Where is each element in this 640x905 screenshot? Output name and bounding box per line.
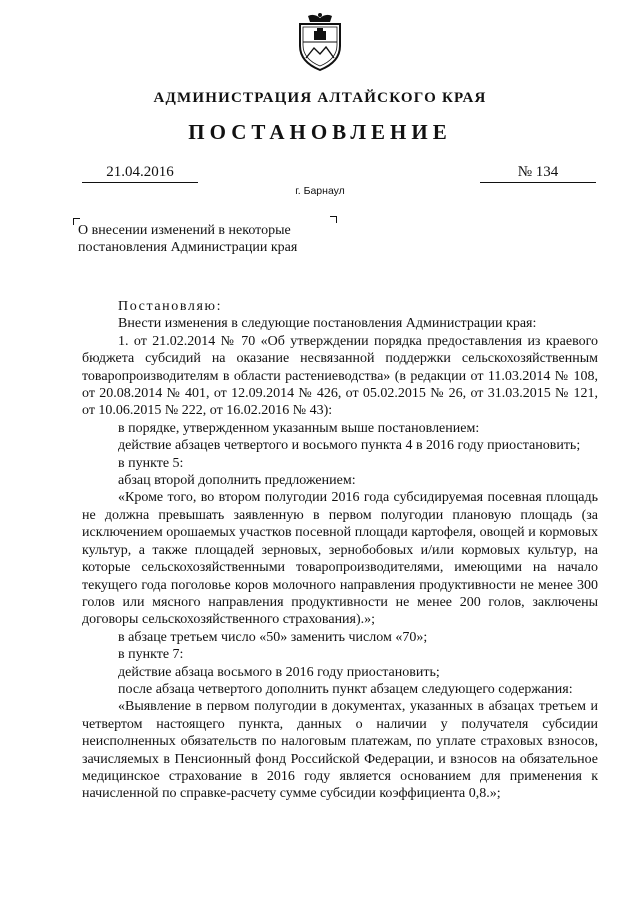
body-paragraph: Внести изменения в следующие постановления Администрации края: [118, 316, 537, 332]
body-paragraph: в абзаце третьем число «50» заменить числом «70»; [118, 629, 428, 645]
body-paragraph: действие абзацев четвертого и восьмого пункта 4 в 2016 году приостановить; [118, 438, 581, 454]
body-paragraph: в пункте 5: [118, 455, 184, 471]
document-city: г. Барнаул [295, 185, 345, 197]
document-date: 21.04.2016 [82, 164, 198, 183]
body-paragraph: абзац второй дополнить предложением: [118, 473, 356, 489]
body-paragraph: 1. от 21.02.2014 № 70 «Об утверждении порядка предоставления из краевого бюджета субсидий на оказание несвязанной поддержки сельскохозяйственным товаропроизводителям в области растениеводства» (в редакции от 11.03.2014 № 108, от 20.08.2014 № 401, от 12.09.2014 № 426, от 05.02.2015 № 26, от 31.03.2015 № 121, от 10.06.2015 № 222, от 16.02.2016 № 43): [82, 333, 598, 419]
body-paragraph: «Кроме того, во втором полугодии 2016 года субсидируемая посевная площадь не должна превышать заявленную в первом полугодии плановую площадь (за исключением орошаемых участков посевной площади картофеля, овощей и кормовых культур, а также площадей зерновых, зернобобовых и/или кормовых культур, на которые сельскохозяйственными товаропроизводителями, имеющими на начало текущего года поголовье коров молочного направления продуктивности не менее 300 голов или мясного направления продуктивности не менее 200 голов, заключены договоры сельскохозяйственного страхования).»; [82, 490, 598, 628]
document-body [82, 298, 598, 803]
organization-title: АДМИНИСТРАЦИЯ АЛТАЙСКОГО КРАЯ [153, 90, 487, 106]
body-paragraph: после абзаца четвертого дополнить пункт абзацем следующего содержания: [118, 681, 573, 697]
document-type-title: ПОСТАНОВЛЕНИЕ [188, 120, 452, 144]
body-paragraph: в порядке, утвержденном указанным выше постановлением: [118, 420, 480, 436]
resolution-heading: Постановляю: [118, 299, 223, 314]
document-subject: О внесении изменений в некоторые постановления Администрации края [78, 223, 298, 255]
altai-krai-coat-of-arms-icon [294, 12, 346, 72]
body-paragraph: действие абзаца восьмого в 2016 году приостановить; [118, 664, 440, 680]
body-paragraph: «Выявление в первом полугодии в документах, указанных в абзацах третьем и четвертом настоящего пункта, данных о наличии у получателя субсидии неисполненных обязательств по налоговым платежам, по уплате страховых взносов, зачисляемых в Пенсионный фонд Российской Федерации, и взносов на обязательное медицинское страхование в 2016 году является основанием для применения к начисленной по справке-расчету сумме субсидии коэффициента 0,8.»; [82, 699, 598, 802]
document-number: № 134 [480, 164, 596, 183]
body-paragraph: в пункте 7: [118, 647, 184, 663]
